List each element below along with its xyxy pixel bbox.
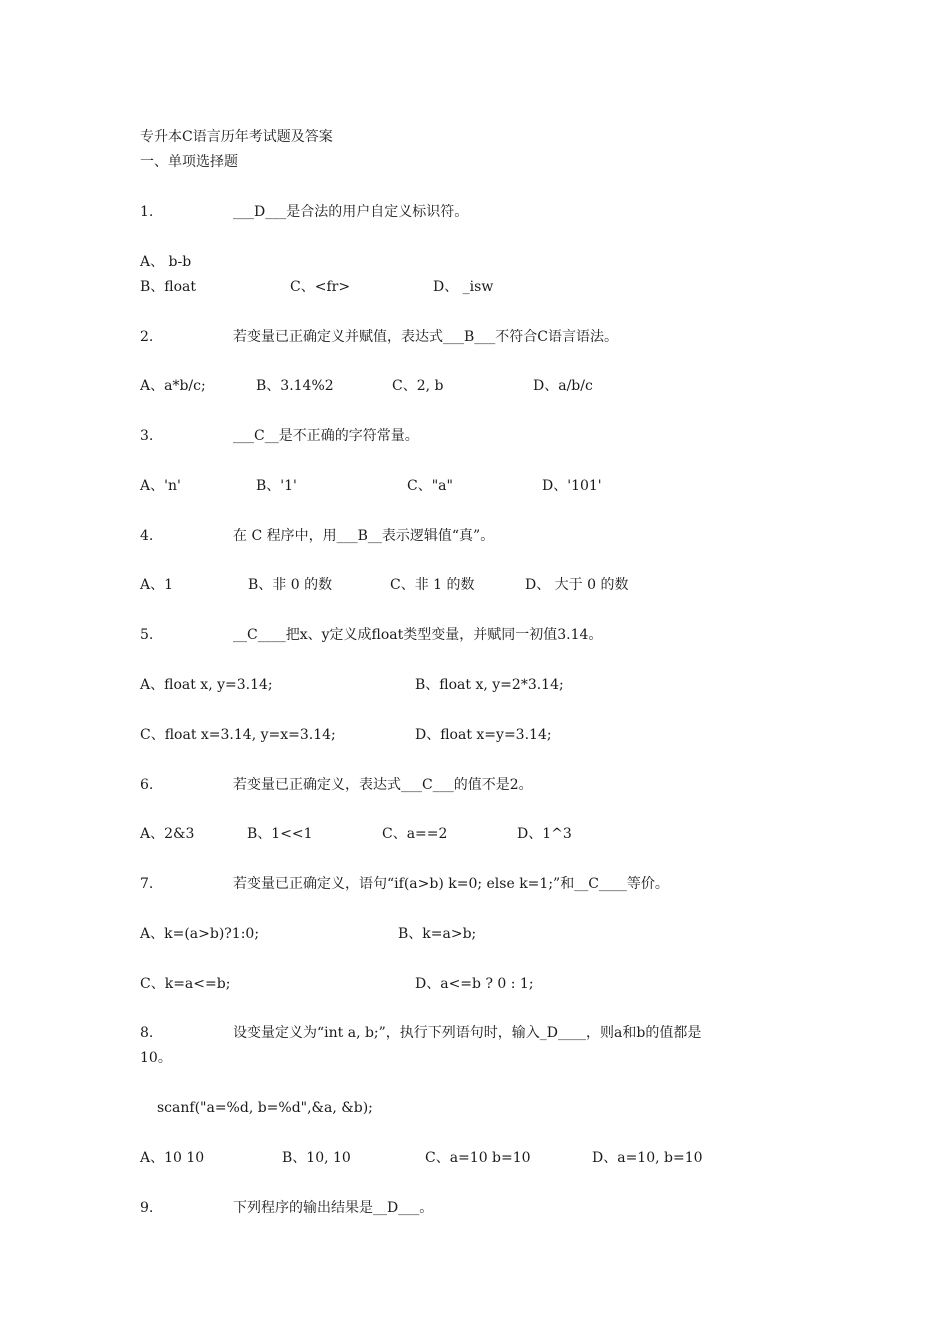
option-b: B、非 0 的数 [248,577,333,593]
question-text: 在 C 程序中，用___B__表示逻辑值“真”。 [233,528,495,544]
option-b: B、1<<1 [247,826,313,842]
question-number: 2. [140,329,154,345]
question-number: 4. [140,528,154,544]
document-title: 专升本C语言历年考试题及答案 [140,129,333,145]
option-c: C、2, b [392,378,444,394]
option-d: D、'101' [542,478,602,494]
question-number: 6. [140,777,154,793]
option-d: D、a<=b ? 0 : 1; [415,976,534,992]
option-c: C、<fr> [290,279,351,295]
option-d: D、a=10, b=10 [592,1150,703,1166]
question-number: 5. [140,627,154,643]
question-text: 若变量已正确定义，语句“if(a>b) k=0; else k=1;”和__C____等价。 [233,876,669,892]
option-c: C、k=a<=b; [140,976,231,992]
question-text: 下列程序的输出结果是__D___。 [233,1200,434,1216]
question-text: 若变量已正确定义并赋值，表达式___B___不符合C语言语法。 [233,329,618,345]
option-a: A、k=(a>b)?1:0; [140,926,260,942]
question-number: 1. [140,204,154,220]
option-b: B、3.14%2 [256,378,334,394]
option-b: B、k=a>b; [398,926,477,942]
option-c: C、a=10 b=10 [425,1150,531,1166]
option-b: B、10, 10 [282,1150,351,1166]
option-c: C、a==2 [382,826,448,842]
option-d: D、float x=y=3.14; [415,727,552,743]
question-number: 9. [140,1200,154,1216]
option-d: D、1^3 [517,826,572,842]
option-a: A、'n' [140,478,181,494]
question-text-continued: 10。 [140,1050,172,1066]
option-a: A、 b-b [140,254,192,270]
question-text: 设变量定义为“int a, b;”，执行下列语句时，输入_D____，则a和b的值都是 [233,1025,702,1041]
code-line: scanf("a=%d, b=%d",&a, &b); [157,1100,373,1116]
question-text: ___D___是合法的用户自定义标识符。 [233,204,469,220]
option-c: C、"a" [407,478,453,494]
question-text: ___C__是不正确的字符常量。 [233,428,419,444]
question-number: 7. [140,876,154,892]
option-d: D、 _isw [433,279,494,295]
option-c: C、float x=3.14, y=x=3.14; [140,727,336,743]
question-number: 3. [140,428,154,444]
question-text: __C____把x、y定义成float类型变量，并赋同一初值3.14。 [233,627,603,643]
option-a: A、1 [140,577,174,593]
option-b: B、float [140,279,197,295]
option-d: D、a/b/c [533,378,593,394]
option-b: B、float x, y=2*3.14; [415,677,564,693]
option-a: A、float x, y=3.14; [140,677,273,693]
section-heading: 一、单项选择题 [140,154,238,170]
option-a: A、2&3 [140,826,195,842]
question-number: 8. [140,1025,154,1041]
option-b: B、'1' [256,478,297,494]
option-c: C、非 1 的数 [390,577,475,593]
question-text: 若变量已正确定义，表达式___C___的值不是2。 [233,777,533,793]
option-d: D、 大于 0 的数 [525,577,629,593]
option-a: A、10 10 [140,1150,205,1166]
option-a: A、a*b/c; [140,378,206,394]
